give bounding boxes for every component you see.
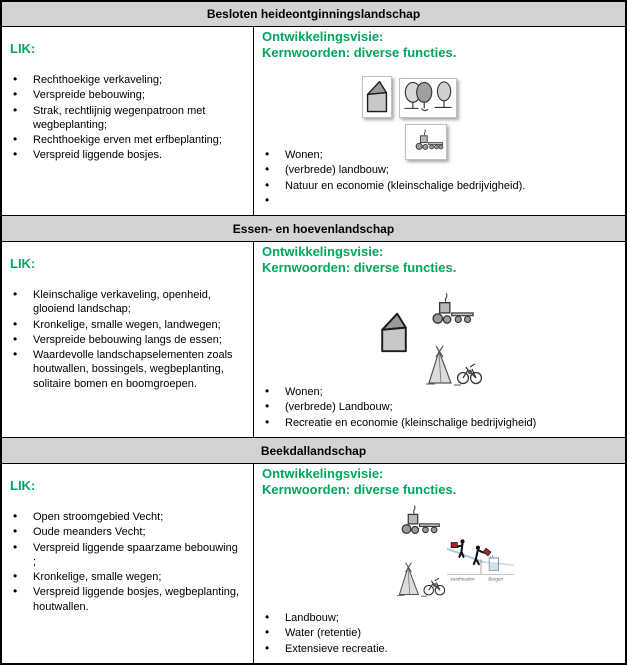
visie-line2: Kernwoorden: diverse functies. — [262, 259, 457, 275]
list-item: • Kronkelige, smalle wegen, landwegen; — [10, 318, 243, 332]
list-item: • Natuur en economie (kleinschalige bedrijvigheid). — [262, 179, 617, 193]
list-item: • Waardevolle landschapselementen zoals houtwallen, bossingels, wegbeplanting, solitaire bomen en boomgroepen. — [10, 348, 243, 391]
list-item: • Kronkelige, smalle wegen; — [10, 570, 243, 584]
visie-column — [254, 242, 625, 437]
list-item: • Verspreid liggende bosjes, wegbeplanting, houtwallen. — [10, 585, 243, 614]
list-item: • (verbrede) landbouw; — [262, 163, 617, 177]
list-item: • Landbouw; — [262, 611, 617, 625]
list-item: • Recreatie en economie (kleinschalige bedrijvigheid) — [262, 416, 617, 430]
section-besloten-heideontginningslandschap — [2, 2, 625, 216]
section-body — [2, 27, 625, 216]
house-icon — [379, 305, 409, 361]
visie-line1: Ontwikkelingsvisie: — [262, 466, 384, 481]
section-title-text: Beekdallandschap — [260, 443, 367, 458]
visie-heading — [262, 466, 617, 497]
visie-heading — [262, 244, 617, 275]
list-item: • Oude meanders Vecht; — [10, 525, 243, 539]
lik-column — [2, 242, 254, 437]
visie-heading — [262, 29, 617, 60]
visie-line2: Kernwoorden: diverse functies. — [262, 481, 457, 497]
visie-list — [262, 148, 617, 209]
visie-list — [262, 385, 617, 431]
list-item: • Wonen; — [262, 148, 617, 162]
list-item: • Verspreid liggende spaarzame bebouwing ; — [10, 541, 243, 570]
list-item: • Strak, rechtlijnig wegenpatroon met wegbeplanting; — [10, 104, 243, 133]
sketch-label-right: Bergen — [488, 576, 504, 582]
lik-list — [10, 73, 243, 163]
tractor-icon — [391, 501, 441, 545]
lik-heading: LIK: — [10, 256, 36, 271]
red-bucket — [451, 543, 457, 548]
list-item: • (verbrede) Landbouw; — [262, 400, 617, 414]
lik-column — [2, 464, 254, 663]
trees-icon — [399, 78, 457, 118]
icon-area — [262, 62, 617, 148]
icon-area — [262, 277, 617, 385]
lik-list — [10, 510, 243, 614]
tent-bike-icon — [396, 559, 446, 599]
section-body — [2, 242, 625, 438]
section-beekdallandschap — [2, 438, 625, 663]
visie-column — [254, 464, 625, 663]
section-title-text: Besloten heideontginningslandschap — [206, 7, 421, 21]
visie-column — [254, 27, 625, 215]
sketch-label-left: Vasthouden — [450, 576, 475, 582]
list-item: • Open stroomgebied Vecht; — [10, 510, 243, 524]
lik-heading: LIK: — [10, 478, 36, 493]
red-bucket — [483, 548, 491, 555]
section-body — [2, 464, 625, 663]
list-item: • Extensieve recreatie. — [262, 642, 617, 656]
list-item: • Verspreide bebouwing langs de essen; — [10, 333, 243, 347]
lik-heading: LIK: — [10, 41, 36, 56]
icon-area — [262, 499, 617, 611]
visie-line1: Ontwikkelingsvisie: — [262, 29, 384, 44]
section-title — [2, 438, 625, 464]
tent-bike-icon — [425, 343, 483, 387]
section-title — [2, 216, 625, 242]
list-item: • Verspreid liggende bosjes. — [10, 148, 243, 162]
section-title — [2, 2, 625, 27]
list-item: • Rechthoekige verkaveling; — [10, 73, 243, 87]
list-item: • Wonen; — [262, 385, 617, 399]
house-icon — [362, 76, 392, 118]
visie-line2: Kernwoorden: diverse functies. — [262, 44, 457, 60]
tractor-icon — [421, 289, 475, 335]
list-item: • Water (retentie) — [262, 626, 617, 640]
water-retention-sketch — [446, 535, 516, 585]
list-item: • Verspreide bebouwing; — [10, 88, 243, 102]
lik-column — [2, 27, 254, 215]
list-item: • Kleinschalige verkaveling, openheid, glooiend landschap; — [10, 288, 243, 317]
section-title-text: Essen- en hoevenlandschap — [232, 221, 395, 236]
section-essen-en-hoevenlandschap — [2, 216, 625, 438]
visie-line1: Ontwikkelingsvisie: — [262, 244, 384, 259]
visie-list — [262, 611, 617, 657]
list-item — [262, 194, 617, 208]
list-item: • Rechthoekige erven met erfbeplanting; — [10, 133, 243, 147]
lik-list — [10, 288, 243, 391]
